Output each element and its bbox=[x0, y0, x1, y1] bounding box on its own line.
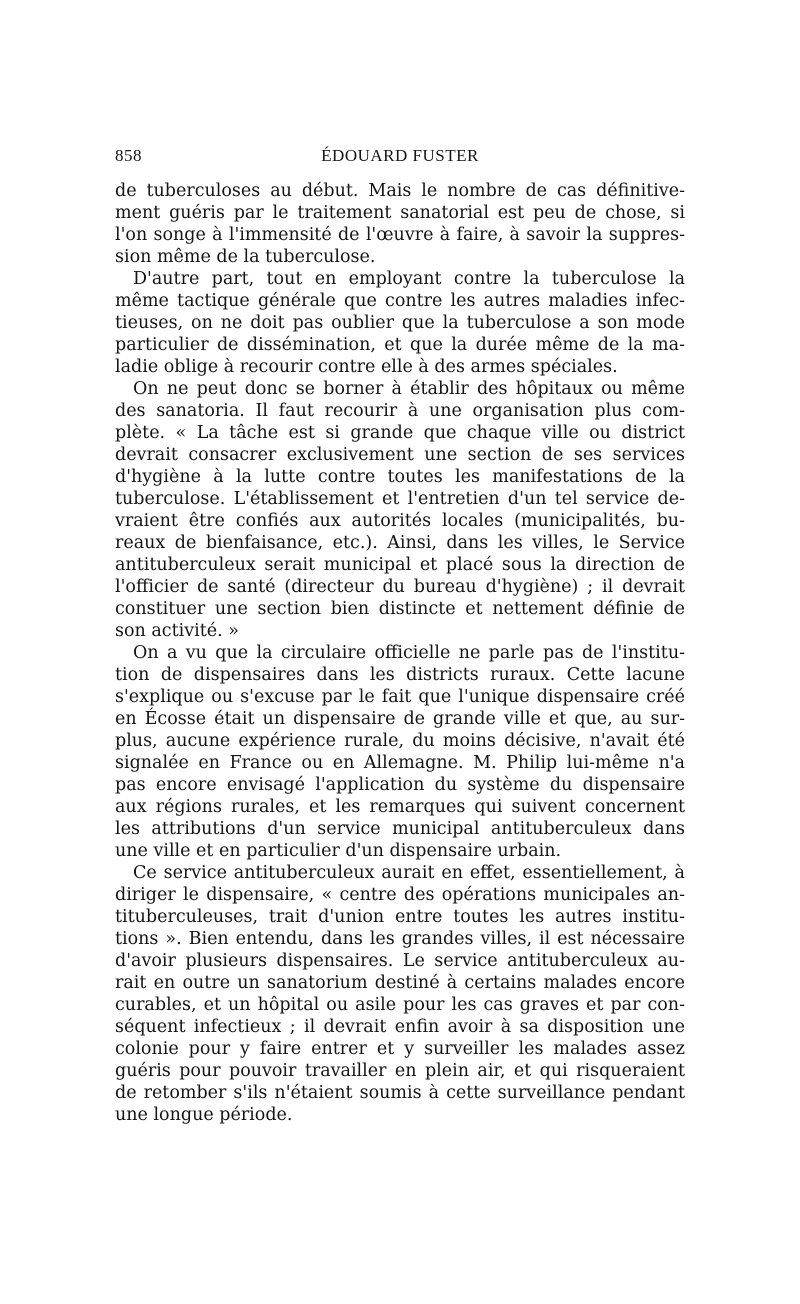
text-line: diriger le dispensaire, « centre des opérations municipales an- bbox=[115, 885, 685, 905]
body-text bbox=[115, 180, 685, 1126]
text-line: plète. « La tâche est si grande que chaque ville ou district bbox=[115, 423, 685, 443]
text-line: d'hygiène à la lutte contre toutes les manifestations de la bbox=[115, 467, 685, 487]
text-line: pas encore envisagé l'application du système du dispensaire bbox=[115, 775, 685, 795]
text-line: de tuberculoses au début. Mais le nombre de cas définitive- bbox=[115, 181, 685, 201]
text-line: aux régions rurales, et les remarques qui suivent concernent bbox=[115, 797, 685, 817]
text-line: l'officier de santé (directeur du bureau d'hygiène) ; il devrait bbox=[115, 577, 685, 597]
text-line: vraient être confiés aux autorités locales (municipalités, bu- bbox=[115, 511, 685, 531]
text-line: On a vu que la circulaire officielle ne parle pas de l'institu- bbox=[133, 643, 685, 663]
text-line: constituer une section bien distincte et nettement définie de bbox=[115, 599, 685, 619]
text-line: D'autre part, tout en employant contre la tuberculose la bbox=[133, 269, 685, 289]
text-line: rait en outre un sanatorium destiné à certains malades encore bbox=[115, 973, 685, 993]
text-line: son activité. » bbox=[115, 621, 239, 641]
text-line: devrait consacrer exclusivement une section de ses services bbox=[115, 445, 685, 465]
text-line: particulier de dissémination, et que la durée même de la ma- bbox=[115, 335, 685, 355]
text-line: ment guéris par le traitement sanatorial est peu de chose, si bbox=[115, 203, 685, 223]
page-header bbox=[115, 146, 685, 170]
text-line: même tactique générale que contre les autres maladies infec- bbox=[115, 291, 685, 311]
text-line: s'explique ou s'excuse par le fait que l'unique dispensaire créé bbox=[115, 687, 685, 707]
text-line: plus, aucune expérience rurale, du moins décisive, n'avait été bbox=[115, 731, 685, 751]
text-line: colonie pour y faire entrer et y surveiller les malades assez bbox=[115, 1039, 685, 1059]
text-line: tions ». Bien entendu, dans les grandes villes, il est nécessaire bbox=[115, 929, 685, 949]
text-line: en Écosse était un dispensaire de grande ville et que, au sur- bbox=[115, 709, 685, 729]
text-line: On ne peut donc se borner à établir des hôpitaux ou même bbox=[133, 379, 685, 399]
text-line: ladie oblige à recourir contre elle à des armes spéciales. bbox=[115, 357, 618, 377]
text-line: une ville et en particulier d'un dispensaire urbain. bbox=[115, 841, 562, 861]
text-line: tuberculose. L'établissement et l'entretien d'un tel service de- bbox=[115, 489, 685, 509]
text-line: tieuses, on ne doit pas oublier que la tuberculose a son mode bbox=[115, 313, 685, 333]
text-line: Ce service antituberculeux aurait en effet, essentiellement, à bbox=[133, 863, 685, 883]
text-line: tituberculeuses, trait d'union entre toutes les autres institu- bbox=[115, 907, 685, 927]
text-line: de retomber s'ils n'étaient soumis à cette surveillance pendant bbox=[115, 1083, 685, 1103]
text-line: l'on songe à l'immensité de l'œuvre à faire, à savoir la suppres- bbox=[115, 225, 685, 245]
text-line: tion de dispensaires dans les districts ruraux. Cette lacune bbox=[115, 665, 685, 685]
text-line: sion même de la tuberculose. bbox=[115, 247, 376, 267]
page-number: 858 bbox=[115, 146, 142, 165]
text-line: les attributions d'un service municipal antituberculeux dans bbox=[115, 819, 685, 839]
text-line: curables, et un hôpital ou asile pour les cas graves et par con- bbox=[115, 995, 685, 1015]
text-line: signalée en France ou en Allemagne. M. Philip lui-même n'a bbox=[115, 753, 685, 773]
text-line: d'avoir plusieurs dispensaires. Le service antituberculeux au- bbox=[115, 951, 685, 971]
text-line: séquent infectieux ; il devrait enfin avoir à sa disposition une bbox=[115, 1017, 685, 1037]
running-head: ÉDOUARD FUSTER bbox=[321, 146, 479, 165]
text-line: reaux de bienfaisance, etc.). Ainsi, dans les villes, le Service bbox=[115, 533, 685, 553]
text-line: antituberculeux serait municipal et placé sous la direction de bbox=[115, 555, 685, 575]
text-line: guéris pour pouvoir travailler en plein air, et qui risqueraient bbox=[115, 1061, 685, 1081]
text-line: des sanatoria. Il faut recourir à une organisation plus com- bbox=[115, 401, 685, 421]
text-line: une longue période. bbox=[115, 1105, 293, 1125]
